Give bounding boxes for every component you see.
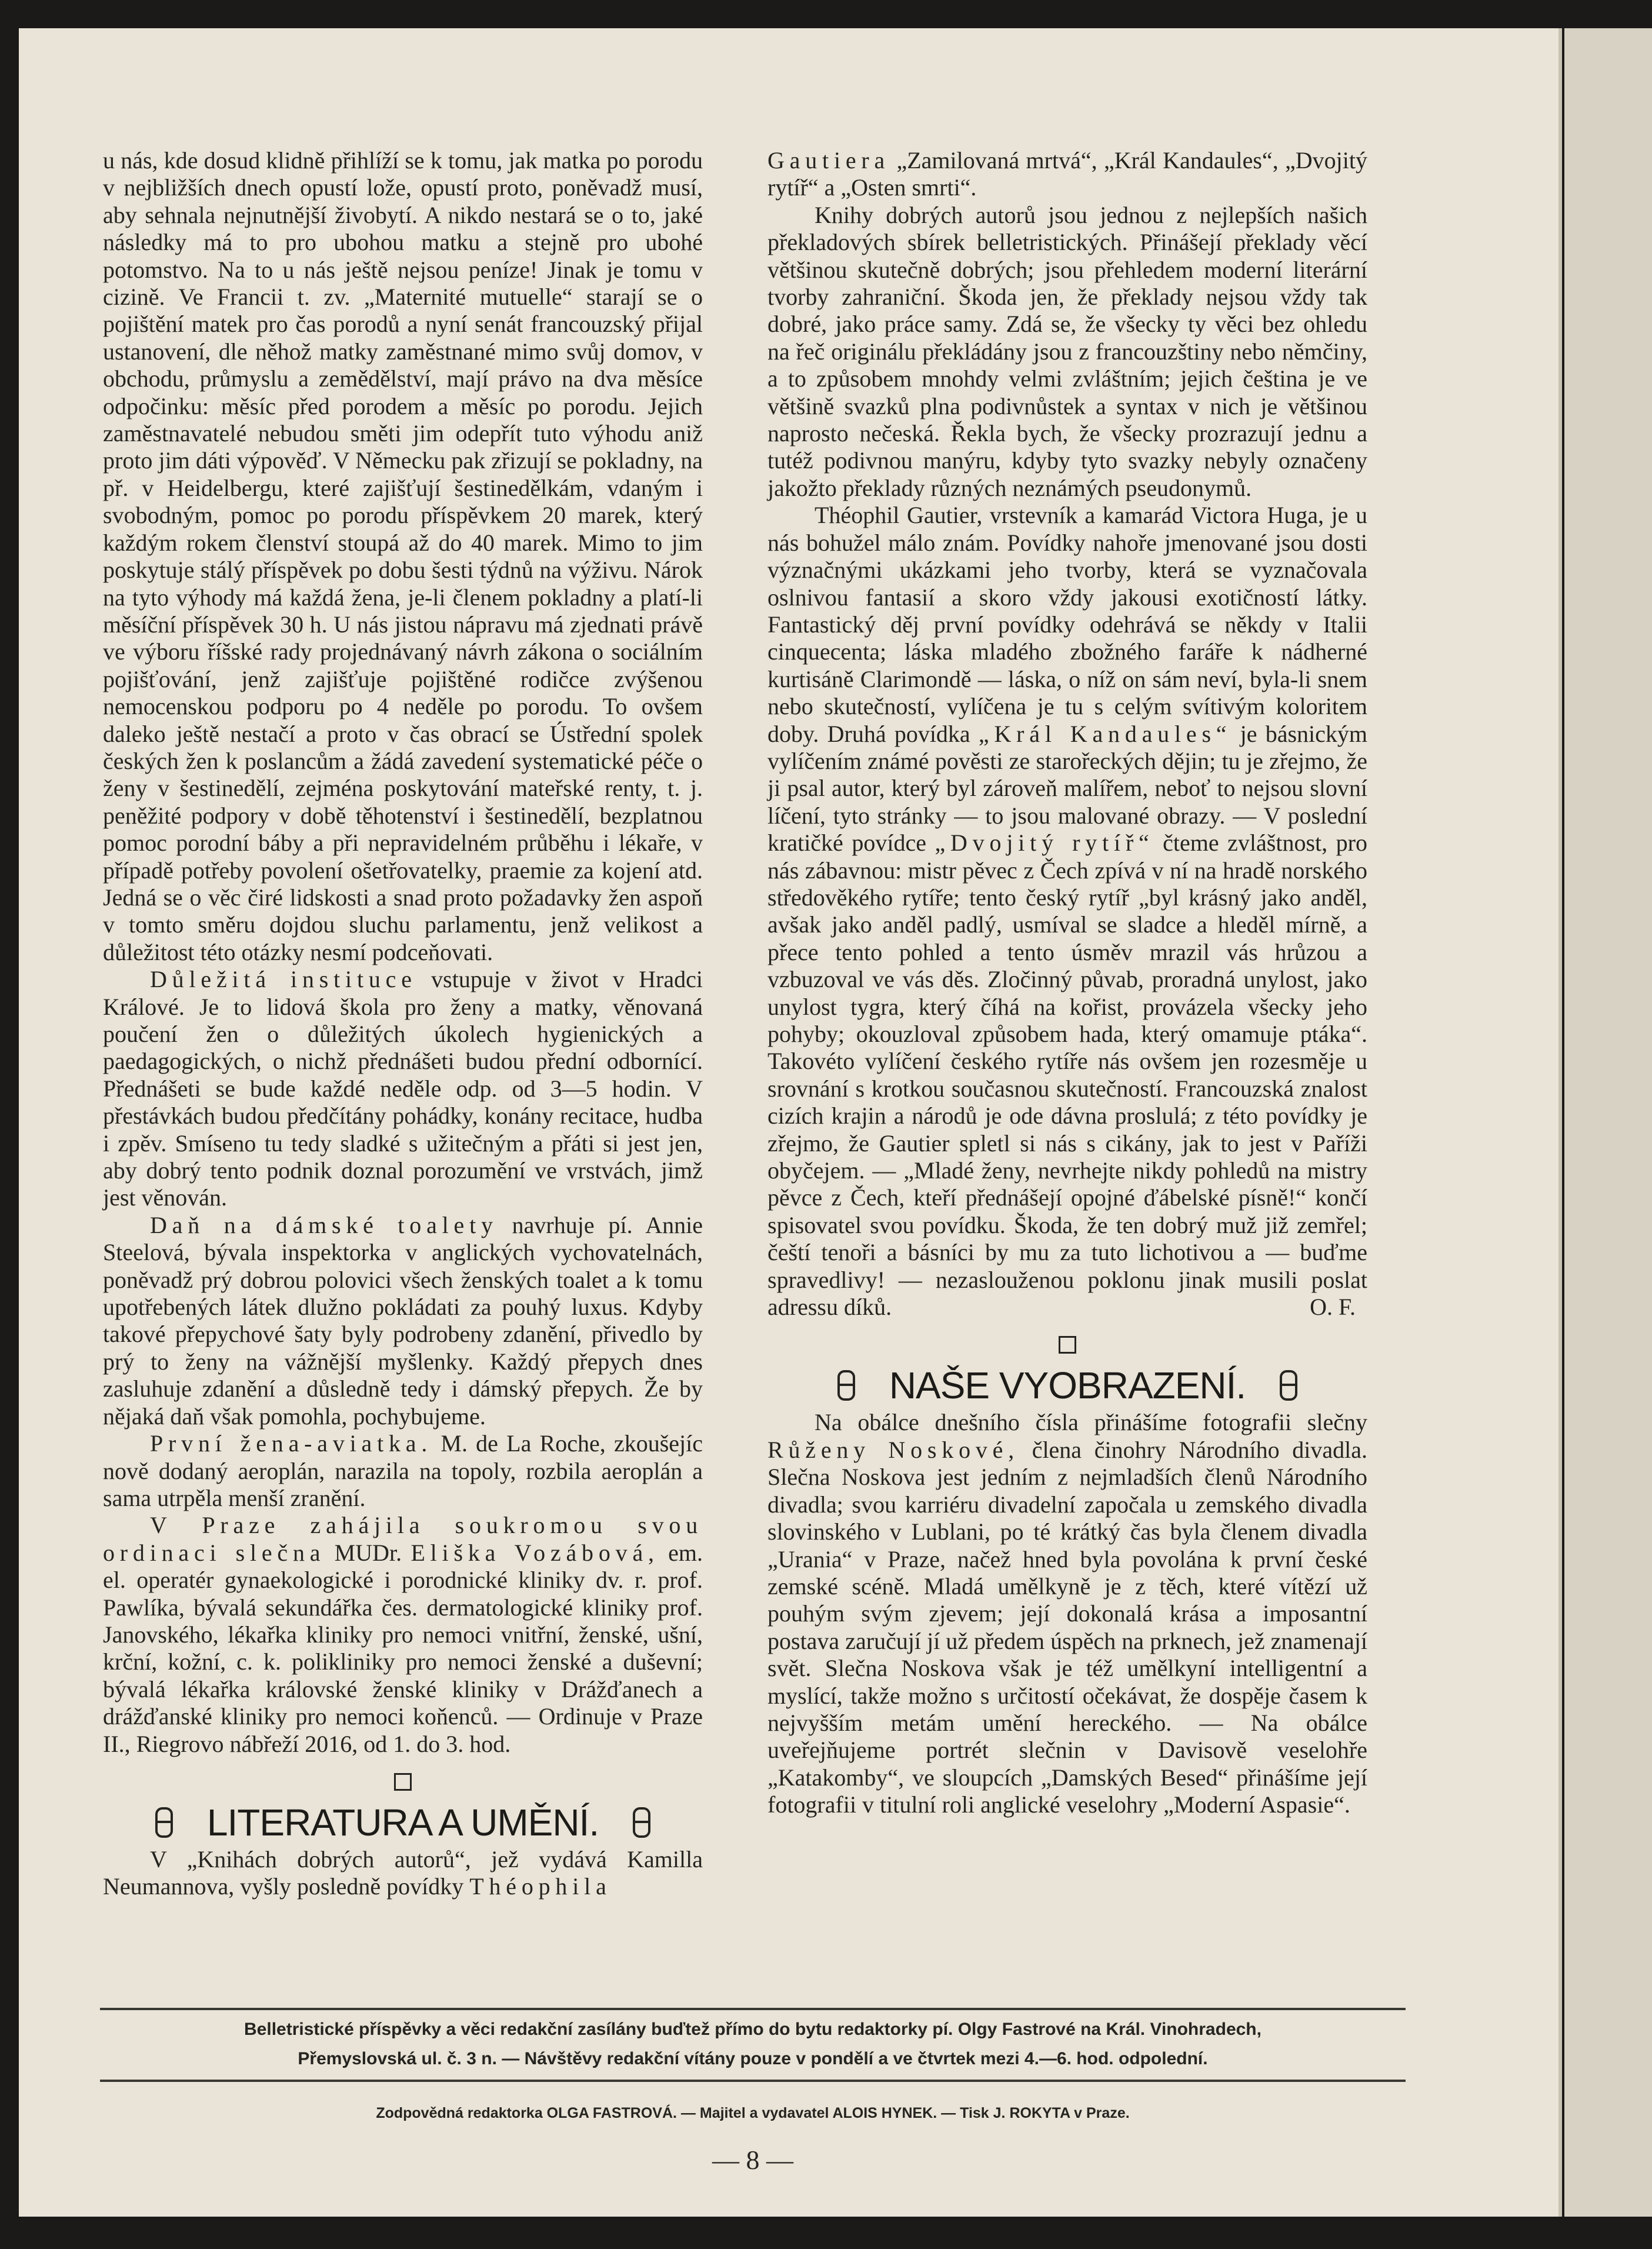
title-text: „Král Kandaules“ (978, 720, 1232, 747)
name-text: Eliška Vozábová, (411, 1539, 659, 1566)
editorial-notice (100, 2008, 1406, 2082)
name-text: Gautiera (767, 147, 890, 174)
ornament-icon (155, 1807, 173, 1838)
lead-text: Daň na dámské toalety (150, 1211, 498, 1238)
signature: O. F. (1310, 1294, 1356, 1321)
next-page-edge (1564, 28, 1652, 2217)
left-paragraph-5: V Praze zahájila soukromou svou ordinaci slečna MUDr. Eliška Vozábová, em. el. operatér gynaekologické i porodnické kliniky dv. r. prof. Pawlíka, bývalá sekundářka čes. dermatologické kliniky prof. Janovského, lékařka kliniky pro nemoci vnitřní, ženské, ušní, krční, kožní, c. k. polikliniky pro nemoci ženské a duševní; bývalá lékařka královské ženské kliniky v Drážďanech a drážďanské kliniky pro nemoci koňenců. — Ordinuje v Praze II., Riegrovo nábřeží 2016, od 1. do 3. hod. (103, 1512, 703, 1757)
literatura-heading (103, 1801, 703, 1844)
title-text: „Dvojitý rytíř“ (935, 829, 1154, 857)
lead-text: V Praze zahájila soukromou svou ordinaci slečna (103, 1512, 703, 1566)
right-paragraph-0: Gautiera „Zamilovaná mrtvá“, „Král Kandaules“, „Dvojitý rytíř“ a „Osten smrti“. (767, 147, 1367, 201)
lead-text: První žena-aviatka. (150, 1430, 433, 1457)
name-text: Théophila (469, 1873, 612, 1900)
left-paragraph-1: u nás, kde dosud klidně přihlíží se k tomu, jak matka po porodu v nejbližších dnech opustí lože, opustí proto, poněvadž musí, aby sehnala nejnutnější živobytí. A nikdo nestará se o to, jaké následky má to pro ubohou matku a stejně pro ubohé potomstvo. Na to u nás ještě nejsou peníze! Jinak je tomu v cizině. Ve Francii t. zv. „Maternité mutuelle“ starají se o pojištění matek pro čas porodů a nyní senát francouzský přijal ustanovení, dle něhož matky zaměstnané mimo svůj domov, v obchodu, průmyslu a zemědělství, mají právo na dva měsíce odpočinku: měsíc před porodem a měsíc po porodu. Jejich zaměstnavatelé nebudou směti jim odepřít tuto výhodu aniž proto jim dáti výpověď. V Německu pak zřizují se pokladny, na př. v Heidelbergu, které zajišťují šestinedělkám, vdaným i svobodným, pomoc po porodu příspěvkem 20 marek, který každým rokem členství stoupá až do 40 marek. Mimo to jim poskytuje stálý příspěvek po dobu šesti týdnů na výživu. Nárok na tyto výhody má každá žena, je-li členem pokladny a platí-li měsíční příspěvek 30 h. U nás jistou nápravu má zjednati právě ve výboru říšské rady projednávaný návrh zákona o sociálním pojišťování, jenž zajišťuje pojištěné rodičce zvýšenou nemocenskou podporu po 4 neděle po porodu. To ovšem daleko ještě nestačí a proto v čas obrací se Ústřední spolek českých žen k poslancům a žádá zavedení systematické péče o ženy v šestinedělí, zejména poskytování mateřské renty, t. j. peněžité podpory v době těhotenství i šestinedělí, bezplatnou pomoc porodní báby a při nepravidelném průběhu i lékaře, v případě potřeby povolení ošetřovatelky, praemie za kojení atd. Jedná se o věc čiré lidskosti a snad proto požadavky žen aspoň v tomto směru dojdou sluchu parlamentu, jenž velikost a důležitost této otázky nesmí podceňovati. (103, 147, 703, 965)
page-number: — 8 — (712, 2145, 793, 2175)
left-paragraph-2: Důležitá instituce vstupuje v život v Hradci Králové. Je to lidová škola pro ženy a matky, věnovaná poučení žen o důležitých úkolech hygienických a paedagogických, o nichž přednášeti budou přední odbornící. Přednášeti se bude každé neděle odp. od 3—5 hodin. V přestávkách budou předčítány pohádky, konány recitace, hudba i zpěv. Smíseno tu tedy sladké s užitečným a přáti si jest jen, aby dobrý tento podnik doznal porozumění ve vrstvách, jimž jest věnován. (103, 966, 703, 1211)
notice-line-2: Přemyslovská ul. č. 3 n. — Návštěvy redakční vítány pouze v pondělí a ve čtvrtek mezi 4.—6. hod. odpolední. (298, 2049, 1208, 2068)
imprint: Zodpovědná redaktorka OLGA FASTROVÁ. — Majitel a vydavatel ALOIS HYNEK. — Tisk J. ROKYTA v Praze. (376, 2105, 1130, 2121)
heading-text: NAŠE VYOBRAZENÍ. (889, 1364, 1246, 1407)
section-separator-square (1059, 1336, 1076, 1354)
right-paragraph-2: Théophil Gautier, vrstevník a kamarád Victora Huga, je u nás bohužel málo znám. Povídky nahoře jmenované jsou dosti význačnými ukázkami jeho tvorby, která se vyznačovala oslnivou fantasií a skoro vždy jakousi exotičností látky. Fantastický děj první povídky odehrává se někdy v Italii cinquecenta; láska mladého zbožného faráře k nádherné kurtisáně Clarimondě — láska, o níž on sám neví, byla-li snem nebo skutečností, vylíčena je tu s celým svítivým koloritem doby. Druhá povídka „Král Kandaules“ je básnickým vylíčením známé pověsti ze starořeckých dějin; tu je zřejmo, že ji psal autor, který byl zároveň malířem, neboť to nejsou slovní líčení, tyto stránky — to jsou malované obrazy. — V poslední kratičké povídce „Dvojitý rytíř“ čteme zvláštnost, pro nás zábavnou: mistr pěvec z Čech zpívá v ní na hradě norského středověkého rytíře; tento český rytíř „byl krásný jako anděl, avšak jako anděl padlý, usmíval se sladce a hleděl mírně, a přece tento pohled a tento úsměv mrazil vás hrůzou a vzbuzoval ve vás děs. Zločinný půvab, proradná unylost, jako unylost tygra, který číhá na kořist, provázela všecky jeho pohyby; okouzloval způsobem hada, který omamuje ptáka“. Takovéto vylíčení českého rytíře nás ovšem jen rozesměje u srovnání s krotkou současnou skutečností. Francouzská znalost cizích krajin a národů je ode dávna proslulá; z této povídky je zřejmo, že Gautier spletl si nás s cikány, jak to jest v Paříži obyčejem. — „Mladé ženy, nevrhejte nikdy pohledů na mistry pěvce z Čech, kteří přednášejí opojné ďábelské písně!“ končí spisovatel svou povídku. Škoda, že ten dobrý muž již zemřel; čeští tenoři a básníci by mu za tuto lichotivou a — buďme spravedlivy! — nezaslouženou poklonu jinak musili poslat adressu díků. O. F. (767, 502, 1368, 1321)
right-paragraph-1: Knihy dobrých autorů jsou jednou z nejlepších našich překladových sbírek belletristických. Přinášejí překlady věcí většinou skutečně dobrých; jsou přehledem moderní literární tvorby zahraniční. Škoda jen, že překlady nejsou vždy tak dobré, jako práce samy. Zdá se, že všecky ty věci bez ohledu na řeč originálu překládány jsou z francouzštiny nebo němčiny, a to způsobem mnohdy velmi zvláštním; jejich čeština je ve většině svazků plna podivnůstek a syntax v nich je většinou naprosto nečeská. Řekla bych, že všecky prozrazují jednu a tutéž podivnou manýru, kdyby tyto svazky nebyly označeny jakožto překlady různých neznámých pseudonymů. (767, 201, 1367, 501)
vyobrazeni-heading (767, 1364, 1367, 1407)
left-paragraph-3: Daň na dámské toalety navrhuje pí. Annie Steelová, bývala inspektorka v anglických vychovatelnách, poněvadž prý dobrou polovici všech ženských toalet a k tomu upotřebených látek dlužno pokládati za pouhý luxus. Kdyby takové přepychové šaty byly podrobeny zdanění, přivedlo by prý to ženy na vážnější myšlenky. Každý přepych dnes zasluhuje zdanění a důsledně tedy i dámský přepych. Že by nějaká daň však pomohla, pochybujeme. (103, 1211, 703, 1430)
ornament-icon (633, 1807, 650, 1838)
right-paragraph-3: Na obálce dnešního čísla přinášíme fotografii slečny Růženy Noskové, člena činohry Národního divadla. Slečna Noskova jest jedním z nejmladších členů Národního divadla; svou karriéru divadelní započala u zemského divadla slovinského v Lublani, po té krátký čas byla členem divadla „Urania“ v Praze, načež hned byla povolána k první české zemské scéně. Mladá umělkyně je z těch, které vítězí už pouhým svým zjevem; její dokonalá krása a imposantní postava zaručují jí už předem úspěch na prknech, jež znamenají svět. Slečna Noskova však je též umělkyní intelligentní a myslící, takže možno s určitostí očekávat, že dospěje časem k nejvyšším metám umění hereckého. — Na obálce uveřejňujeme portrét slečnin v Davisově veselohře „Katakomby“, ve sloupcích „Damských Besed“ přinášíme její fotografii v titulní roli anglické veselohry „Moderní Aspasie“. (767, 1409, 1367, 1818)
lead-text: Důležitá instituce (150, 966, 417, 993)
name-text: Růženy Noskové, (767, 1436, 1020, 1463)
left-paragraph-6: V „Knihách dobrých autorů“, jež vydává Kamilla Neumannova, vyšly posledně povídky Théophila (103, 1845, 703, 1900)
section-separator-square (394, 1773, 412, 1791)
right-column (767, 147, 1367, 1819)
ornament-icon (837, 1370, 855, 1401)
left-paragraph-4: První žena-aviatka. M. de La Roche, zkoušejíc nově dodaný aeroplán, narazila na topoly, rozbila aeroplán a sama utrpěla menší zranění. (103, 1430, 703, 1511)
heading-text: LITERATURA A UMĚNÍ. (206, 1801, 599, 1844)
ornament-icon (1280, 1370, 1297, 1401)
left-column (103, 147, 703, 1901)
notice-line-1: Belletristické příspěvky a věci redakční zasílány buďtež přímo do bytu redaktorky pí. Olgy Fastrové na Král. Vinohradech, (244, 2020, 1261, 2039)
